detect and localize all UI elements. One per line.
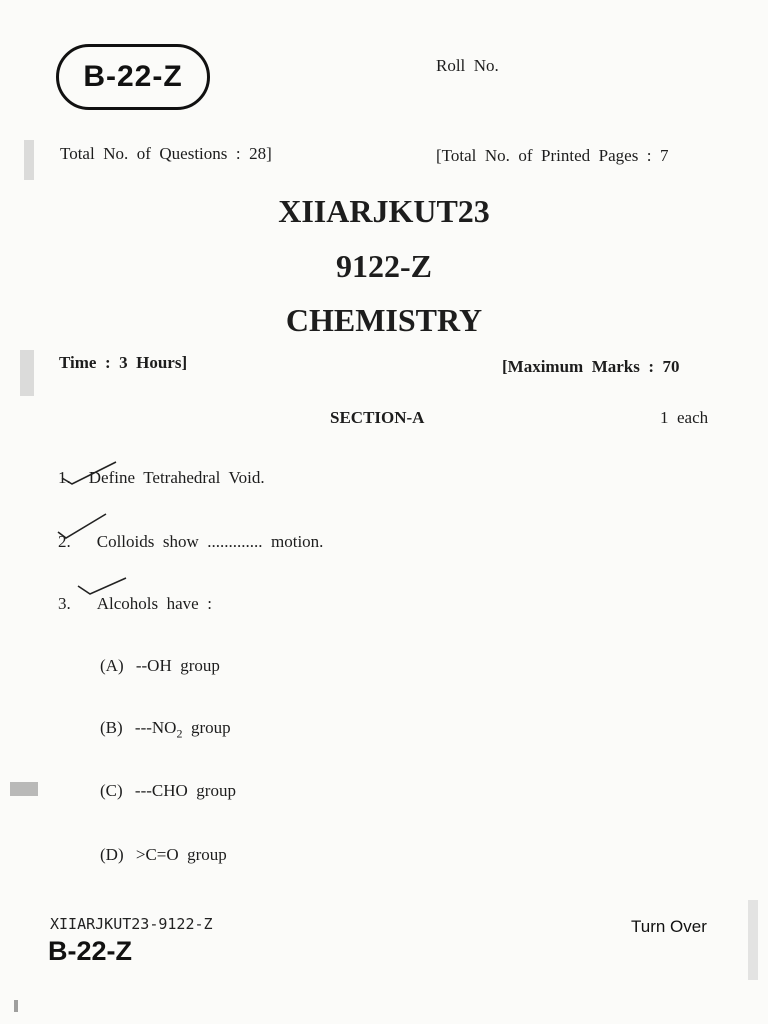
option-a xyxy=(100,656,220,676)
checkmark-icon xyxy=(56,510,112,542)
checkmark-icon xyxy=(76,574,132,598)
option-text: >C=O group xyxy=(135,845,227,864)
option-label: (A) xyxy=(100,656,124,675)
option-c xyxy=(100,781,236,801)
total-pages: [Total No. of Printed Pages : 7 xyxy=(436,146,669,165)
option-label: (D) xyxy=(100,845,124,864)
roll-number-label: Roll No. xyxy=(436,56,499,75)
time-allowed: Time : 3 Hours] xyxy=(59,353,188,372)
question-number: 3. xyxy=(58,594,71,613)
footer-code-badge: B-22-Z xyxy=(48,936,133,966)
option-label: (C) xyxy=(100,781,123,800)
option-d xyxy=(100,845,227,865)
paper-number-title: 9122-Z xyxy=(336,248,432,284)
option-text xyxy=(134,718,231,741)
scan-speck xyxy=(10,782,38,796)
scan-speck xyxy=(24,140,34,180)
scan-speck xyxy=(20,350,34,396)
footer-paper-code: XIIARJKUT23-9122-Z xyxy=(50,915,213,933)
option-text: ---CHO group xyxy=(134,781,236,800)
paper-code-badge: B-22-Z xyxy=(56,44,210,110)
question-number: 2. xyxy=(58,532,71,551)
option-text-main: ---NO xyxy=(134,718,177,737)
exam-code-title: XIIARJKUT23 xyxy=(278,193,490,229)
total-questions: Total No. of Questions : 28] xyxy=(60,144,272,163)
option-b xyxy=(100,718,231,741)
option-text: --OH group xyxy=(135,656,220,675)
scan-speck xyxy=(748,900,758,980)
scan-speck xyxy=(14,1000,18,1012)
option-subscript: 2 xyxy=(176,726,183,741)
question-text: Define Tetrahedral Void. xyxy=(88,468,265,487)
option-text-suffix: group xyxy=(182,718,231,737)
turn-over-label: Turn Over xyxy=(631,917,707,936)
section-marks: 1 each xyxy=(660,408,709,427)
checkmark-icon xyxy=(60,458,120,488)
question-number: 1. xyxy=(58,468,71,487)
subject-title: CHEMISTRY xyxy=(285,302,483,338)
question-text: Colloids show ............. motion. xyxy=(96,532,324,551)
maximum-marks: [Maximum Marks : 70 xyxy=(502,357,680,376)
question-text: Alcohols have : xyxy=(96,594,212,613)
section-heading: SECTION-A xyxy=(330,408,425,427)
option-label: (B) xyxy=(100,718,123,737)
